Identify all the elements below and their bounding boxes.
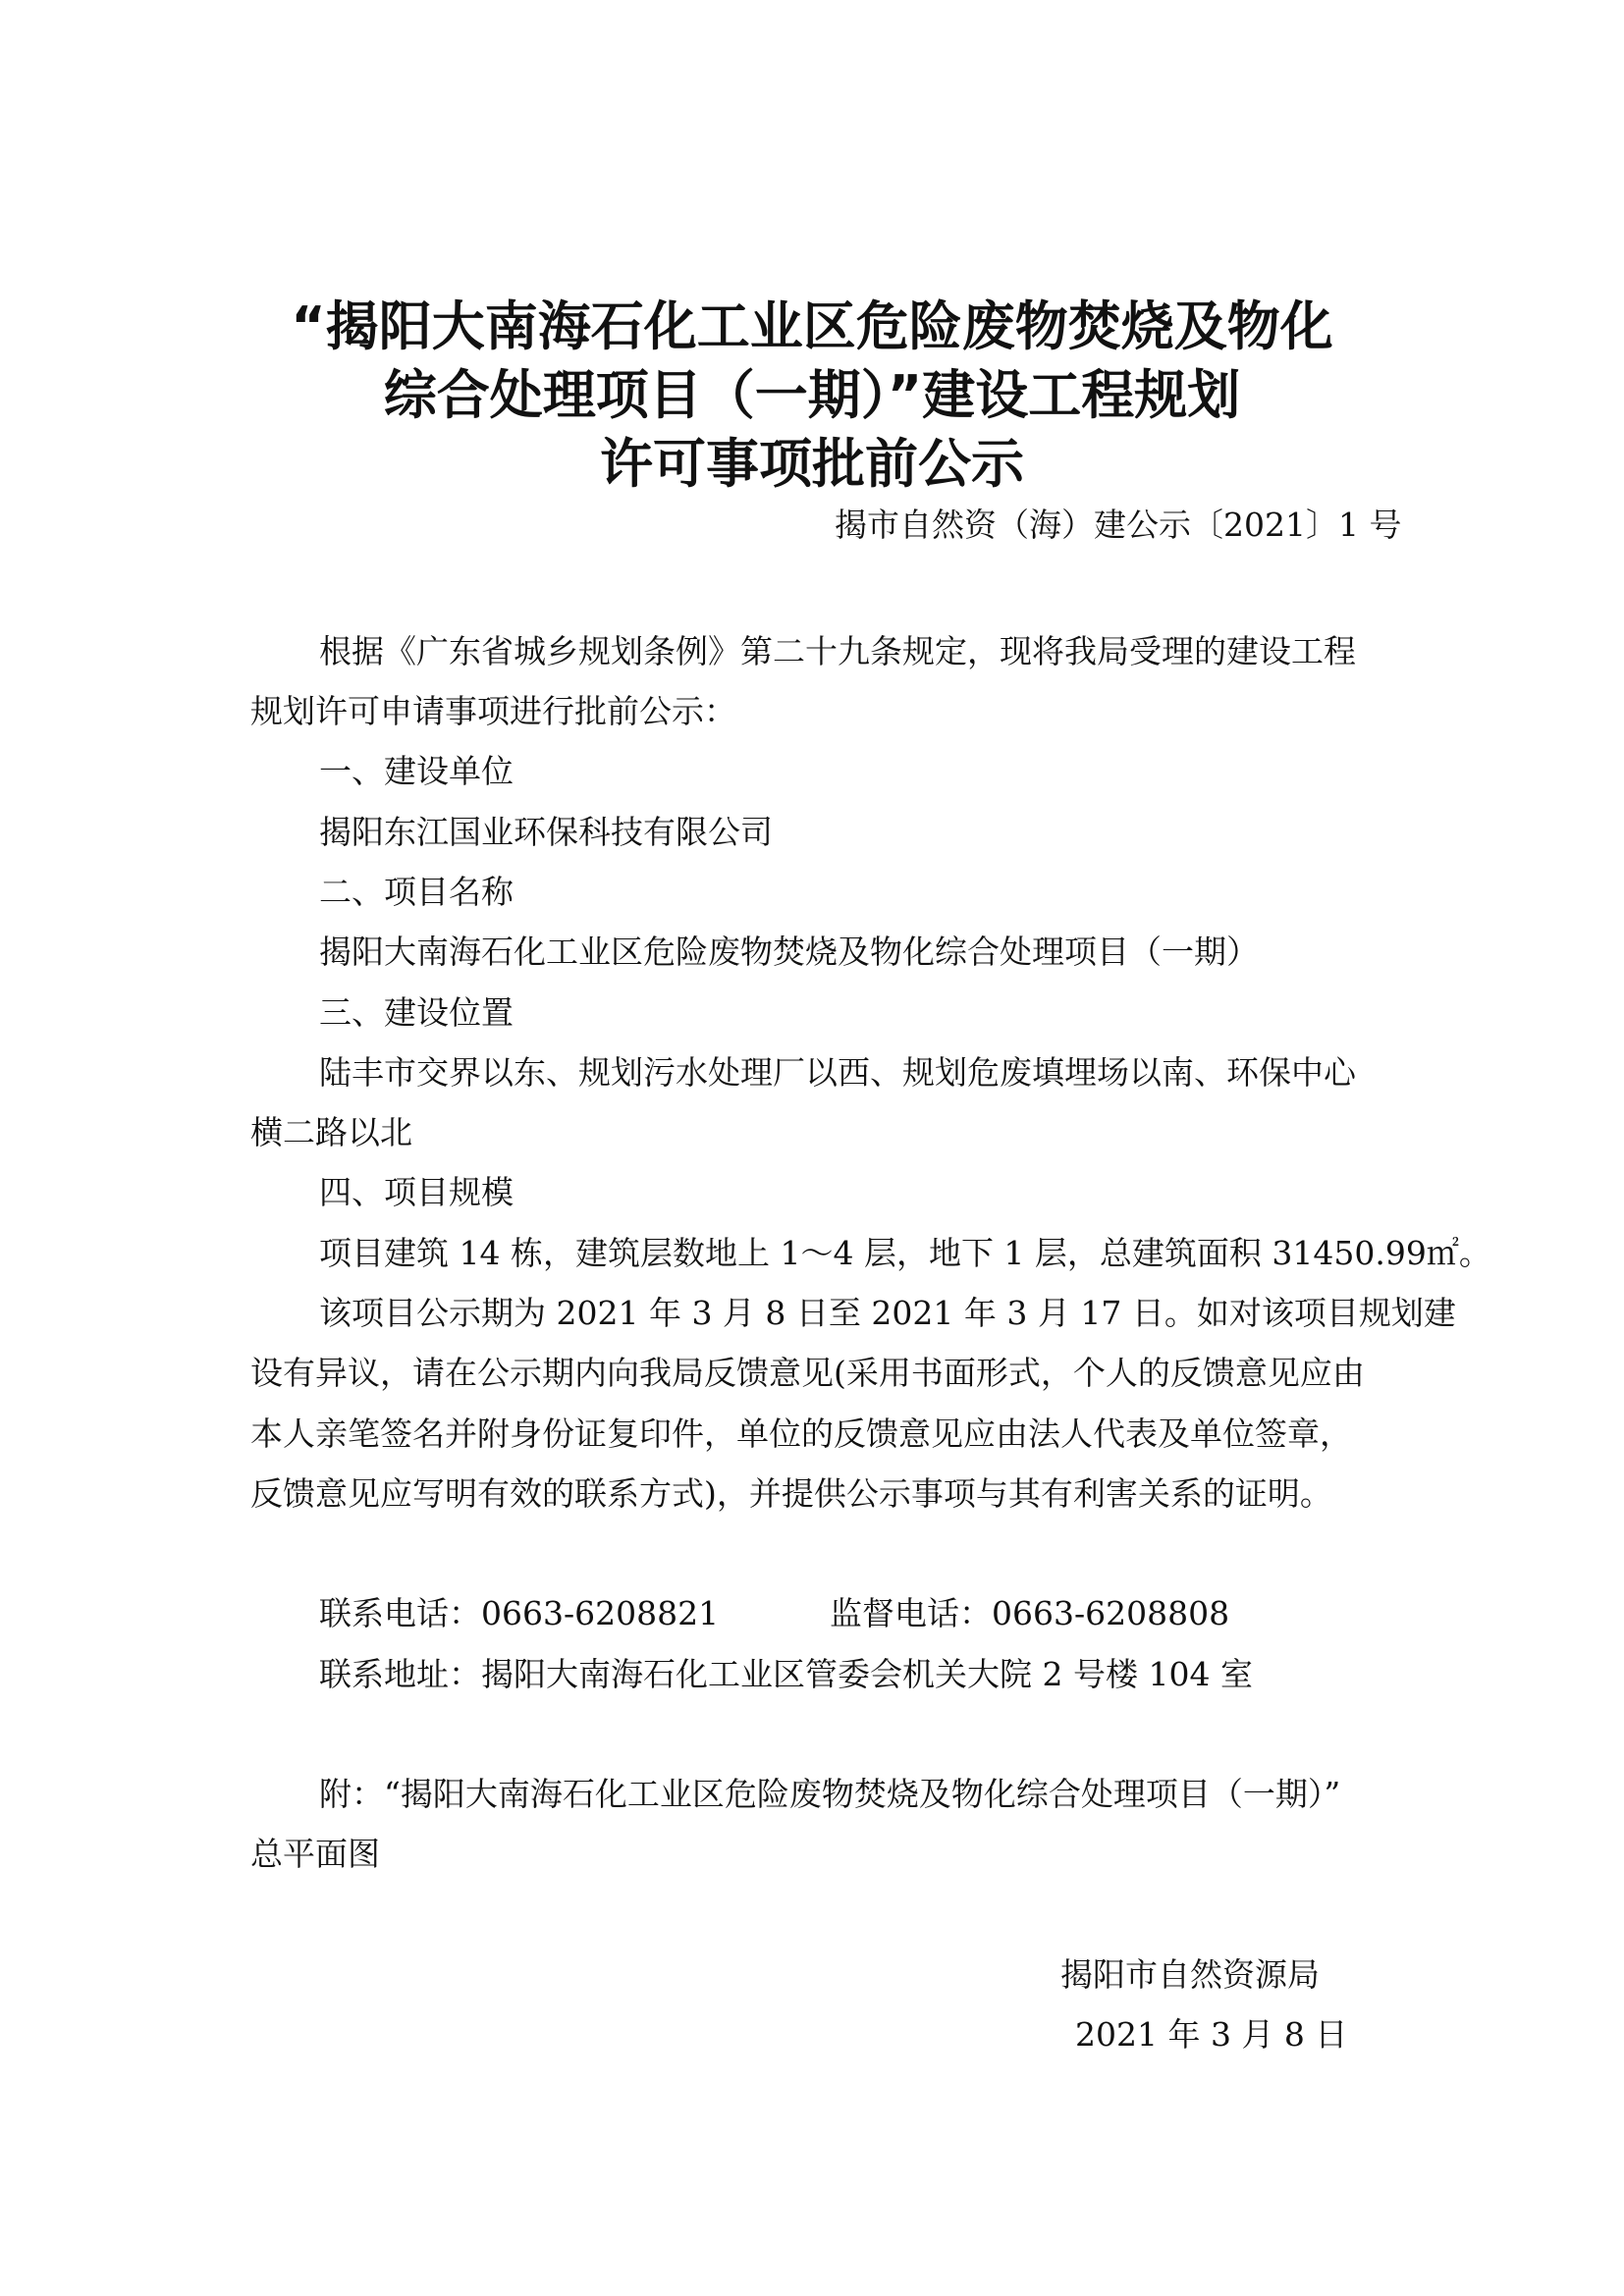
contact-phone: 联系电话：0663-6208821 <box>319 1594 720 1632</box>
supervision-phone: 监督电话：0663-6208808 <box>830 1594 1230 1632</box>
attachment-line-1: 附：“揭阳大南海石化工业区危险废物焚烧及物化综合处理项目（一期）” <box>319 1775 1341 1813</box>
notice-line-3: 本人亲笔签名并附身份证复印件，单位的反馈意见应由法人代表及单位签章， <box>250 1415 1352 1453</box>
section-heading-scale: 四、项目规模 <box>319 1173 514 1211</box>
section-heading-location: 三、建设位置 <box>319 993 514 1032</box>
location-line-2: 横二路以北 <box>250 1113 412 1151</box>
section-heading-project-name: 二、项目名称 <box>319 873 514 911</box>
location-line-1: 陆丰市交界以东、规划污水处理厂以西、规划危废填埋场以南、环保中心 <box>319 1053 1356 1092</box>
contact-address: 联系地址：揭阳大南海石化工业区管委会机关大院 2 号楼 104 室 <box>319 1655 1253 1693</box>
project-name: 揭阳大南海石化工业区危险废物焚烧及物化综合处理项目（一期） <box>319 933 1259 971</box>
issuer-name: 揭阳市自然资源局 <box>1060 1955 1320 1994</box>
notice-line-2: 设有异议，请在公示期内向我局反馈意见(采用书面形式，个人的反馈意见应由 <box>250 1354 1365 1392</box>
title-line-1: “揭阳大南海石化工业区危险废物焚烧及物化 <box>291 295 1333 357</box>
builder-name: 揭阳东江国业环保科技有限公司 <box>319 813 773 851</box>
title-line-2: 综合处理项目（一期）”建设工程规划 <box>383 364 1241 426</box>
intro-line-2: 规划许可申请事项进行批前公示： <box>250 692 736 730</box>
notice-line-4: 反馈意见应写明有效的联系方式)，并提供公示事项与其有利害关系的证明。 <box>250 1474 1332 1513</box>
notice-line-1: 该项目公示期为 2021 年 3 月 8 日至 2021 年 3 月 17 日。如对该项目规划建 <box>319 1294 1456 1332</box>
attachment-line-2: 总平面图 <box>250 1835 380 1873</box>
issue-date: 2021 年 3 月 8 日 <box>1075 2015 1348 2054</box>
title-line-3: 许可事项批前公示 <box>600 433 1024 495</box>
document-number: 揭市自然资（海）建公示〔2021〕1 号 <box>835 506 1402 544</box>
scale-detail: 项目建筑 14 栋，建筑层数地上 1～4 层，地下 1 层，总建筑面积 31450.99㎡。 <box>319 1234 1491 1272</box>
section-heading-builder: 一、建设单位 <box>319 752 514 790</box>
intro-line-1: 根据《广东省城乡规划条例》第二十九条规定，现将我局受理的建设工程 <box>319 632 1356 670</box>
